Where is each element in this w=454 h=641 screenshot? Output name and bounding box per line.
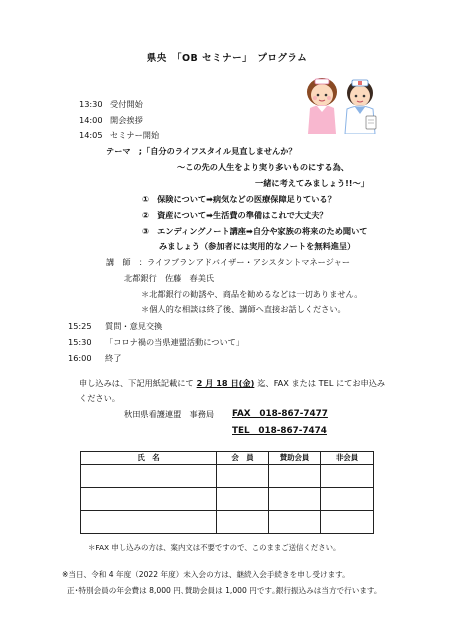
supporting-member-cell[interactable] xyxy=(269,465,321,488)
header-name: 氏 名 xyxy=(81,452,217,465)
schedule-time: 15:25 xyxy=(68,321,92,331)
lecturer-note: ＊北都銀行の勧誘や、商品を勧めるなどは一切ありません。 xyxy=(141,289,363,299)
lecturer-line: 講 師 ：ライフプランアドバイザー・アシスタントマネージャー xyxy=(106,257,351,267)
table-header-row xyxy=(81,452,374,465)
schedule-text: 終了 xyxy=(105,353,122,363)
supporting-member-cell[interactable] xyxy=(269,511,321,534)
supporting-member-cell[interactable] xyxy=(269,488,321,511)
schedule-time: 14:00 xyxy=(79,115,103,125)
nurse-illustration xyxy=(300,72,384,134)
schedule-text: 「コロナ禍の当県連盟活動について」 xyxy=(105,337,245,347)
lecturer-note: ＊個人的な相談は終了後、講師へ直接お話しください。 xyxy=(141,304,346,314)
theme-item: ① 保険について➡病気などの医療保障足りている？ xyxy=(142,194,336,204)
apply-line-2: ください。 xyxy=(79,393,120,403)
non-member-cell[interactable] xyxy=(321,511,374,534)
non-member-cell[interactable] xyxy=(321,488,374,511)
theme-line: テーマ ;「自分のライフスタイル見直しませんか？ xyxy=(106,146,297,156)
apply-deadline: 2 月 18 日(金) xyxy=(196,378,255,388)
non-member-cell[interactable] xyxy=(321,465,374,488)
theme-line: ～この先の人生をより実り多いものにする為、 xyxy=(177,162,349,172)
fax-note: ＊FAX 申し込みの方は、案内文は不要ですので、このままご送信ください。 xyxy=(88,543,341,552)
office-name: 秋田県看護連盟 事務局 xyxy=(124,409,215,419)
table-row xyxy=(81,465,374,488)
footnote: ※当日、令和 4 年度（2022 年度）未入会の方は、継続入会手続きを申し受けます。 xyxy=(62,570,350,579)
header-member: 会 員 xyxy=(217,452,269,465)
schedule-time: 14:05 xyxy=(79,130,103,140)
table-row xyxy=(81,488,374,511)
header-non-member: 非会員 xyxy=(321,452,374,465)
table-row xyxy=(81,511,374,534)
theme-item: ③ エンディングノート講座➡自分や家族の将来のため聞いて xyxy=(142,226,368,236)
theme-item: ② 資産について➡生活費の準備はこれで大丈夫？ xyxy=(142,210,328,220)
lecturer-name: 北都銀行 佐藤 春美氏 xyxy=(124,273,215,283)
schedule-text: 受付開始 xyxy=(110,99,143,109)
registration-table xyxy=(80,451,374,534)
schedule-time: 13:30 xyxy=(79,99,103,109)
page-title: 県央 「OB セミナー」 プログラム xyxy=(146,53,308,64)
schedule-text: 開会挨拶 xyxy=(110,115,143,125)
member-cell[interactable] xyxy=(217,465,269,488)
schedule-text: セミナー開始 xyxy=(110,130,160,140)
name-cell[interactable] xyxy=(81,465,217,488)
theme-item: みましょう（参加者には実用的なノートを無料進呈） xyxy=(159,241,356,251)
tel-number: TEL 018-867-7474 xyxy=(232,426,327,436)
header-supporting-member: 賛助会員 xyxy=(269,452,321,465)
apply-pre: 申し込みは、下記用紙記載にて xyxy=(79,378,194,388)
schedule-text: 質問・意見交換 xyxy=(105,321,163,331)
name-cell[interactable] xyxy=(81,511,217,534)
fax-number: FAX 018-867-7477 xyxy=(232,409,328,419)
name-cell[interactable] xyxy=(81,488,217,511)
footnote: 正･特別会員の年会費は 8,000 円､賛助会員は 1,000 円です｡銀行振込みは当方で行います。 xyxy=(67,586,382,595)
apply-line xyxy=(79,379,385,389)
member-cell[interactable] xyxy=(217,511,269,534)
schedule-time: 16:00 xyxy=(68,353,92,363)
apply-post: 迄、FAX または TEL にてお申込み xyxy=(257,378,386,388)
schedule-time: 15:30 xyxy=(68,337,92,347)
theme-line: 一緒に考えてみましょう!!～」 xyxy=(255,178,369,188)
member-cell[interactable] xyxy=(217,488,269,511)
